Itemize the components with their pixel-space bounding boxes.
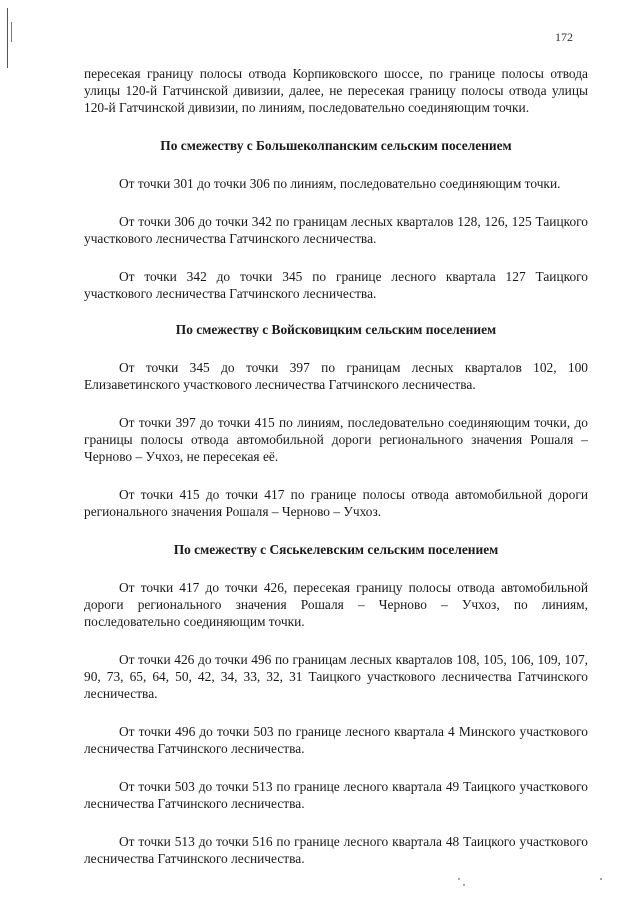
paragraph: От точки 426 до точки 496 по границам лесных кварталов 108, 105, 106, 109, 107, 90, 73, 65, 64, 50, 42, 34, 33, 32, 31 Таицкого участкового лесничества Гатчинского лесничества. xyxy=(84,652,588,701)
scan-speck xyxy=(600,878,602,880)
binder-mark xyxy=(11,22,12,42)
binder-mark xyxy=(7,8,8,68)
paragraph: пересекая границу полосы отвода Корпиковского шоссе, по границе полосы отвода улицы 120-й Гатчинской дивизии, далее, не пересекая границу полосы отвода улицы 120-й Гатчинской дивизии, по линиям, последовательно соединяющим точки. xyxy=(84,66,588,115)
page-number: 172 xyxy=(555,30,573,44)
scan-speck xyxy=(463,884,465,886)
paragraph: От точки 417 до точки 426, пересекая границу полосы отвода автомобильной дороги регионального значения Рошаля – Черново – Учхоз, по линиям, последовательно соединяющим точки. xyxy=(84,580,588,629)
section-heading: По смежеству с Войсковицким сельским поселением xyxy=(175,322,497,337)
paragraph: От точки 345 до точки 397 по границам лесных кварталов 102, 100 Елизаветинского участкового лесничества Гатчинского лесничества. xyxy=(84,360,588,392)
document-body xyxy=(84,65,588,867)
paragraph: От точки 415 до точки 417 по границе полосы отвода автомобильной дороги регионального значения Рошаля – Черново – Учхоз. xyxy=(84,487,588,519)
paragraph: От точки 306 до точки 342 по границам лесных кварталов 128, 126, 125 Таицкого участкового лесничества Гатчинского лесничества. xyxy=(84,214,588,246)
paragraph: От точки 503 до точки 513 по границе лесного квартала 49 Таицкого участкового лесничества Гатчинского лесничества. xyxy=(84,779,588,811)
paragraph: От точки 513 до точки 516 по границе лесного квартала 48 Таицкого участкового лесничества Гатчинского лесничества. xyxy=(84,834,588,866)
section-heading: По смежеству с Сяськелевским сельским поселением xyxy=(173,542,499,557)
paragraph: От точки 342 до точки 345 по границе лесного квартала 127 Таицкого участкового лесничества Гатчинского лесничества. xyxy=(84,269,588,301)
scan-speck xyxy=(458,878,460,880)
section-heading: По смежеству с Большеколпанским сельским поселением xyxy=(160,138,512,153)
paragraph: От точки 496 до точки 503 по границе лесного квартала 4 Минского участкового лесничества Гатчинского лесничества. xyxy=(84,724,588,756)
paragraph: От точки 397 до точки 415 по линиям, последовательно соединяющим точки, до границы полосы отвода автомобильной дороги регионального значения Рошаля – Черново – Учхоз, не пересекая её. xyxy=(84,415,588,464)
paragraph: От точки 301 до точки 306 по линиям, последовательно соединяющим точки. xyxy=(119,176,561,191)
